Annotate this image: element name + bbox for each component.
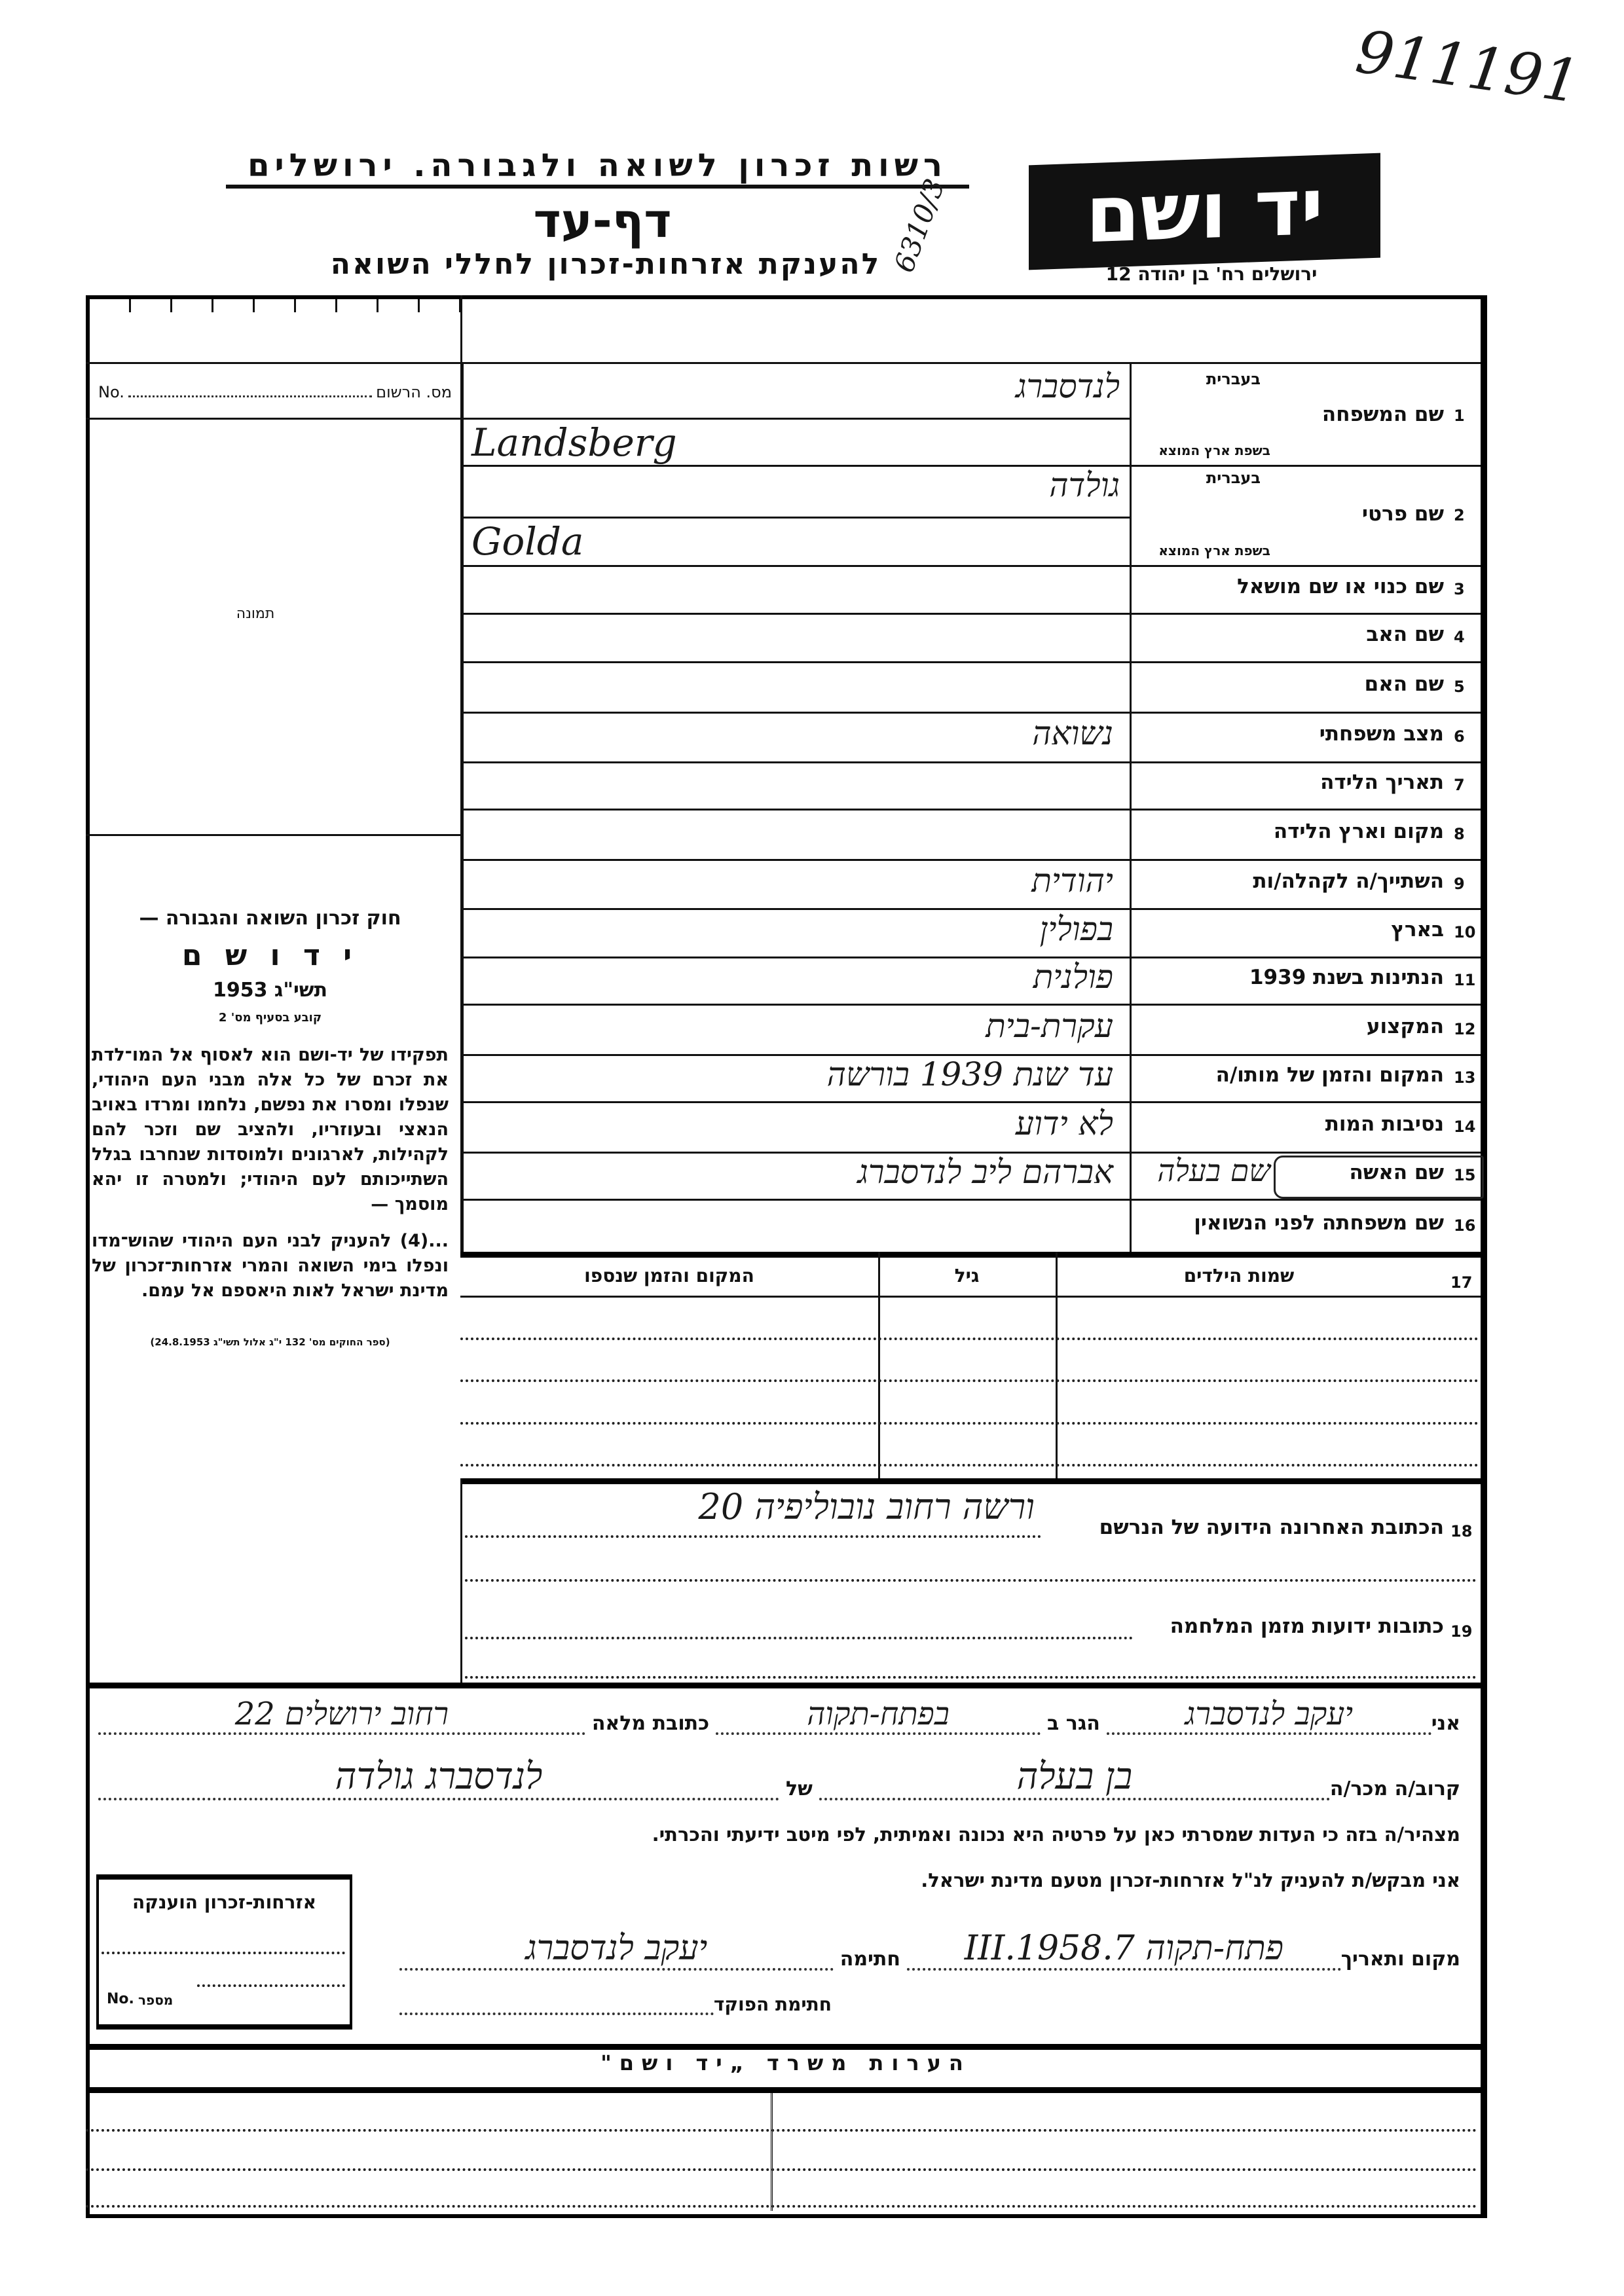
row-divider [460,712,1481,714]
field-19-label: כתובות ידועות מזמן המלחמה [1170,1614,1444,1638]
declaration-statement: מצהיר/ה בזה כי העדות שמסרתי כאן על פרטיה היא נכונה ואמיתית, לפי מיטב ידיעתי והכרתי. [652,1823,1460,1846]
field-6-number: 6 [1454,727,1465,746]
field-13-number: 13 [1454,1068,1476,1087]
field-18-line-2 [465,1579,1477,1582]
top-strip-bottom [86,362,1481,364]
declaration-line-1 [98,1696,1460,1735]
row-divider [460,565,1481,567]
registry-underline [86,418,460,420]
field-14-value[interactable]: לא ידוע [1015,1104,1113,1142]
address-top-rule [460,1478,1481,1484]
registry-no-label: No. [98,383,124,401]
field-15-annotation: שם בעלה [1157,1153,1270,1188]
form-title: דף-עד [533,193,672,248]
field-5-label: שם האם [1364,672,1444,696]
field-12-number: 12 [1454,1019,1476,1038]
residence-value[interactable]: בפתח-תקוה [716,1696,1041,1735]
field-12-label: המקצוע [1366,1014,1444,1038]
field-2-hebrew-sublabel: בעברית [1206,469,1261,487]
field-1-hebrew-value[interactable]: לנדסברג [1015,367,1120,405]
law-year: תשי"ג 1953 [212,979,328,1002]
row-divider [460,1004,1481,1006]
children-row-line[interactable] [460,1379,1479,1382]
of-value[interactable]: לנדסברג גולדה [98,1755,779,1800]
remarks-header-rule [86,2087,1481,2093]
law-footnote: (ספר החוקים מס' 132 י"ג אלול תשי"ג 24.8.1953) [150,1336,390,1348]
registry-label: מס. הרשום [376,383,452,401]
children-names-header: שמות הילדים [1183,1265,1295,1286]
children-row-line[interactable] [460,1338,1479,1340]
field-12-value[interactable]: עקרת-בית [986,1006,1113,1045]
field-13-label: המקום והזמן של מותו/ה [1215,1063,1444,1087]
children-col-divider-2 [1056,1252,1058,1480]
law-name: י ד ו ש ם [181,939,359,972]
row-divider [460,1101,1481,1103]
field-18-line [465,1535,1041,1538]
declaration-line-2 [98,1755,1460,1800]
field-10-label: בארץ [1391,918,1444,941]
of-label: של [786,1777,813,1800]
field-11-label: הנתינות בשנת 1939 [1249,966,1444,989]
field-15-number: 15 [1454,1166,1476,1184]
full-address-label: כתובת מלאה [591,1712,710,1735]
field-1-origin-value[interactable]: Landsberg [471,420,677,465]
field-2-origin-sublabel: בשפת ארץ המוצא [1158,543,1270,558]
archive-number: 911191 [1352,17,1585,117]
signature-value[interactable]: יעקב לנדסברג [399,1929,834,1971]
field-19-line-2 [465,1676,1477,1679]
children-row-line[interactable] [460,1464,1479,1467]
award-no-label: No. [107,1991,134,2007]
header-underline [226,185,969,189]
award-box-number-line[interactable] [197,1984,345,1987]
law-paragraph-1: תפקידו של יד-ושם הוא לאסוף אל המו־לדת את זכרם של כל אלה מבני העם היהודי, שנפלו ומסרו את נפשם, נלחמו ומרדו באויב הנאצי ובעוזריו, ולהציב שם וזכר להם לקהילות, לארגונים ולמוסדות שנחרבו בגלל השתייכותם לעם היהודי; ולמטרה זו יהא מוסמך — [92,1045,449,1214]
top-strip-ruler [90,299,460,312]
field-7-label: תאריך הלידה [1320,771,1444,794]
children-col-divider-1 [878,1252,880,1480]
field-11-number: 11 [1454,971,1476,989]
field-8-label: מקום וארץ הלידה [1273,819,1444,843]
row-split [460,517,1130,519]
row-divider [460,1199,1481,1201]
remarks-top-rule [86,2044,1481,2050]
field-4-number: 4 [1454,628,1465,646]
declarant-label: אני [1431,1712,1460,1735]
remarks-line[interactable] [86,2205,1477,2208]
remarks-line[interactable] [86,2129,1477,2132]
row-divider [460,613,1481,615]
declaration-line-5 [399,1925,1460,1971]
children-header-rule [460,1296,1481,1298]
remarks-line[interactable] [86,2168,1477,2171]
field-9-number: 9 [1454,874,1465,893]
field-10-number: 10 [1454,923,1476,941]
field-5-number: 5 [1454,677,1465,696]
field-13-value[interactable]: עד שנת 1939 בורשה [826,1055,1113,1093]
field-4-label: שם האב [1366,623,1444,646]
place-date-label: מקום ותאריך [1340,1948,1460,1971]
field-3-number: 3 [1454,579,1465,598]
field-2-hebrew-value[interactable]: גולדה [1049,466,1120,504]
relation-value[interactable]: בן בעלה [819,1755,1330,1800]
file-reference: 6310/3 [887,174,951,277]
children-age-header: גיל [954,1265,980,1286]
field-18-value[interactable]: ורשה רחוב נובוליפיה 20 [698,1486,1035,1527]
yad-vashem-logo: יד ושם [1029,153,1380,270]
award-box-title: אזרחות-זכרון הוענקה [132,1891,316,1913]
field-1-origin-sublabel: בשפת ארץ המוצא [1158,443,1270,458]
declaration-request: אני מבקש/ת להעניק לנ"ל אזרחות-זכרון מטעם מדינת ישראל. [921,1869,1460,1891]
row-split [460,418,1130,420]
declaration-top-rule [86,1683,1481,1688]
field-14-label: נסיבות המות [1325,1112,1444,1136]
relation-label: קרוב/ה מכר/ה [1329,1777,1460,1800]
remarks-title: הערות משרד „יד ושם" [600,2050,971,2075]
photo-label: תמונה [236,606,275,622]
logo-address: ירושלים רח' בן יהודה 12 [1105,263,1318,285]
label-column-divider [1130,362,1132,1252]
top-strip-divider [460,295,462,362]
field-9-label: השתייך/ה לקהלה/ות [1253,869,1444,893]
row-divider [460,809,1481,811]
children-top-rule [460,1252,1481,1258]
full-address-value[interactable]: רחוב ירושלים 22 [98,1696,585,1735]
law-block [92,907,449,1348]
photo-area-bottom [86,834,460,836]
official-signature-field[interactable] [399,1994,832,2015]
row-divider [460,761,1481,763]
field-7-number: 7 [1454,776,1465,794]
left-column-divider [460,362,464,1252]
place-date-value[interactable]: פתח-תקוה 7.III.1958 [907,1929,1341,1971]
field-14-number: 14 [1454,1117,1476,1136]
residence-label: הגר ב [1047,1712,1100,1735]
field-15-value[interactable]: אברהם ליב לנדסברג [857,1153,1113,1191]
field-1-number: 1 [1454,406,1465,425]
law-title: חוק זכרון השואה והגבורה — [139,907,401,930]
field-18-number: 18 [1450,1522,1473,1540]
address-left-border [460,1478,462,1683]
award-box-line[interactable] [101,1952,345,1954]
field-11-value[interactable]: פולנית [1033,958,1113,996]
remarks-divider [771,2092,773,2211]
field-2-label: שם פרטי [1361,501,1444,526]
children-row-line[interactable] [460,1422,1479,1425]
declarant-name[interactable]: יעקב לנדסברג [1107,1696,1431,1735]
field-3-label: שם כנוי או שם מושאל [1237,574,1444,598]
field-6-value[interactable]: נשואה [1032,714,1113,752]
award-number-label: מספר [138,1992,174,2008]
registry-number-field[interactable] [98,383,452,401]
field-19-line [465,1637,1133,1639]
field-9-value[interactable]: יהודית [1031,861,1113,900]
field-10-value[interactable]: בפולין [1039,910,1113,948]
field-8-number: 8 [1454,824,1465,843]
field-2-number: 2 [1454,505,1465,524]
field-16-label: שם משפחתה לפני הנשואין [1194,1211,1444,1235]
field-6-label: מצב משפחתי [1319,722,1444,746]
law-paragraph-2: ...(4) להעניק לבני העם היהודי שהוש־מדו ונפלו בימי השואה והמרי אזרחות־זכרון של מדינת ישראל לאות היאספם אל עמם. [92,1231,449,1301]
form-subtitle: להענקת אזרחות-זכרון לחללי השואה [330,247,881,281]
field-2-origin-value[interactable]: Golda [471,519,584,564]
award-box [96,1874,352,2030]
row-divider [460,661,1481,663]
signature-label: חתימה [840,1948,900,1971]
official-signature-label: חתימת הפוקד [713,1994,832,2015]
field-18-label: הכתובת האחרונה הידועה של הנרשם [1099,1516,1444,1539]
field-16-number: 16 [1454,1216,1476,1235]
field-1-hebrew-sublabel: בעברית [1206,370,1261,388]
field-15-bracket [1274,1156,1484,1199]
field-15-label: שם האשה [1349,1161,1444,1184]
org-name: רשות זכרון לשואה ולגבורה. ירושלים [248,147,948,184]
children-place-time-header: המקום והזמן שנספו [584,1265,754,1286]
law-clause: קובע בסעיף מס' 2 [218,1011,322,1025]
field-1-label: שם המשפחה [1321,402,1444,426]
children-number: 17 [1450,1273,1473,1292]
field-19-number: 19 [1450,1622,1473,1641]
